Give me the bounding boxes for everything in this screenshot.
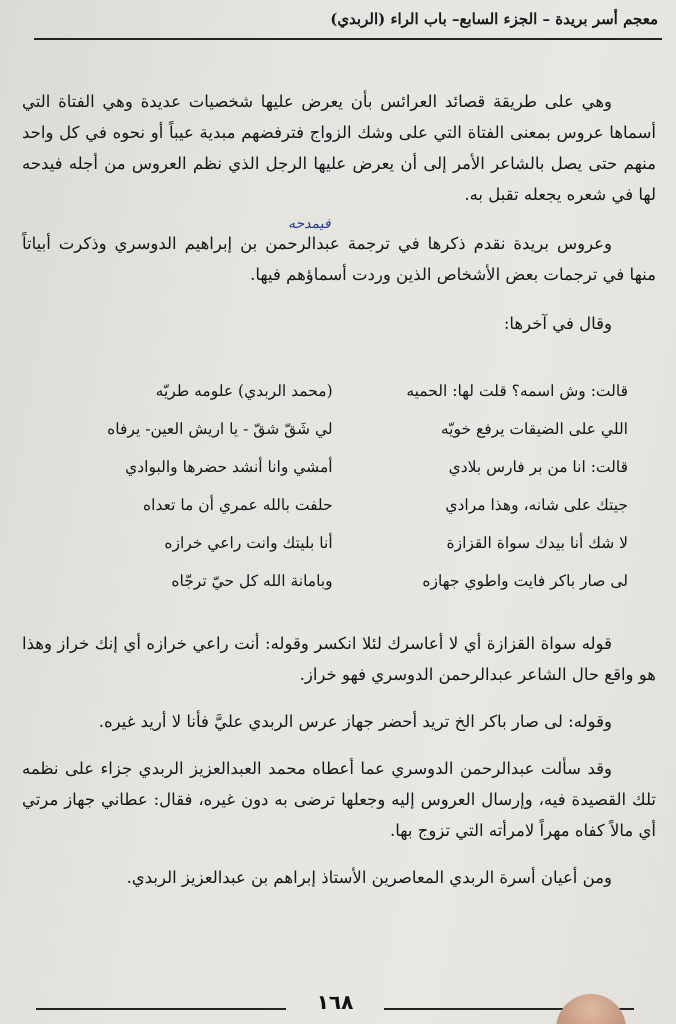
paragraph-1: وهي على طريقة قصائد العرائس بأن يعرض عليها شخصيات عديدة وهي الفتاة التي أسماها عروس بمعنى الفتاة التي على وشك الزواج فترفضهم مبدية عيباً أو نحوه في كل واحد منهم حتى يصل بالشاعر الأمر إلى أن يعرض عليها الرجل الذي نظم العروس من أجله فيدحه لها في شعره يجعله تقبل به. (22, 92, 656, 204)
verse-first-hemistich: لا شك أنا بيدك سواة القزازة (446, 534, 628, 552)
verse-first-hemistich: جيتك على شانه، وهذا مرادي (445, 496, 628, 514)
verse-second-hemistich: أنا بليتك وانت راعي خرازه (164, 534, 333, 552)
verse-first-hemistich: قالت: انا من بر فارس بلادي (448, 458, 628, 476)
paragraph-7: ومن أعيان أسرة الربدي المعاصرين الأستاذ إبراهم بن عبدالعزيز الربدي. (126, 868, 612, 887)
top-text-block (22, 86, 656, 339)
thumb-image (556, 994, 626, 1024)
verse-second-hemistich: حلفت بالله عمري أن ما تعداه (143, 496, 333, 514)
verse-second-hemistich: وبامانة الله كل حيّ ترجّاه (171, 572, 333, 590)
verse-first-hemistich: اللي على الضيقات يرفع خويّه (440, 420, 628, 438)
header-rule (34, 38, 662, 40)
verse-second-hemistich: (محمد الربدي) علومه طريّه (155, 382, 333, 400)
poem-block (60, 372, 628, 600)
page-number: ١٦٨ (316, 990, 354, 1014)
poem-verse (60, 486, 628, 524)
verse-first-hemistich: قالت: وش اسمه؟ قلت لها: الحميه (406, 382, 628, 400)
footer-rule-left (36, 1008, 286, 1010)
poem-verse (60, 524, 628, 562)
poem-verse (60, 372, 628, 410)
poem-verse (60, 410, 628, 448)
paragraph-4: قوله سواة القزازة أي لا أعاسرك لئلا انكسر وقوله: أنت راعي خرازه أي إنك خراز وهذا هو واقع حال الشاعر عبدالرحمن الدوسري فهو خراز. (22, 634, 656, 684)
verse-first-hemistich: لى صار باكر فايت واطوي جهازه (422, 572, 628, 590)
paragraph-6: وقد سألت عبدالرحمن الدوسري عما أعطاه محمد العبدالعزيز الربدي جزاء على نظمه تلك القصيدة فيه، وإرسال العروس إليه وجعلها ترضى به دون غيره، فقال: عطاني جهاز مرتي أي مالاً كفاه مهراً لامرأته التي تزوج بها. (22, 759, 656, 840)
handwritten-annotation: فيمدحه (288, 216, 331, 232)
paragraph-5: وقوله: لى صار باكر الخ تريد أحضر جهاز عرس الربدي عليَّ فأنا لا أريد غيره. (98, 712, 612, 731)
paragraph-3: وقال في آخرها: (503, 314, 612, 333)
poem-verse (60, 448, 628, 486)
verse-second-hemistich: لي شَقّ شقّ - يا اريش العين- يرفاه (107, 420, 333, 438)
paragraph-2: وعروس بريدة نقدم ذكرها في ترجمة عبدالرحمن بن إبراهيم الدوسري وذكرت أبياتاً منها في ترجمات بعض الأشخاص الذين وردت أسماؤهم فيها. (22, 234, 656, 284)
bottom-text-block (22, 628, 656, 893)
running-header: معجم أسر بريدة – الجزء السابع– باب الراء (الربدي) (330, 10, 658, 28)
verse-second-hemistich: أمشي وانا أنشد حضرها والبوادي (125, 458, 333, 476)
poem-verse (60, 562, 628, 600)
